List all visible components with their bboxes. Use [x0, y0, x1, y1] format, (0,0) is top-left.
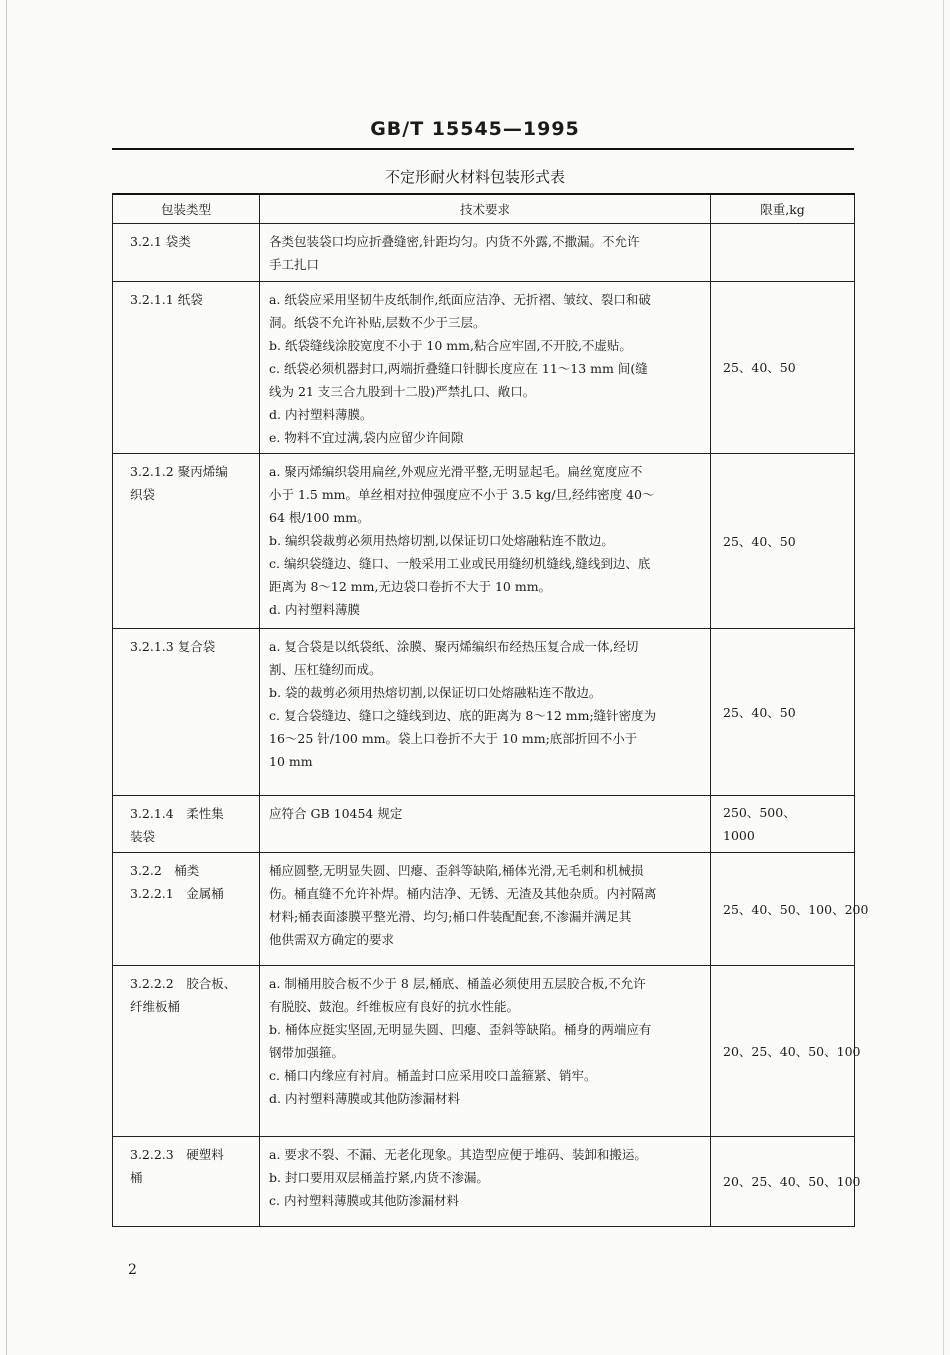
requirements-cell — [260, 629, 711, 796]
page-number: 2 — [128, 1262, 137, 1278]
package-type-cell — [113, 1137, 260, 1227]
requirements-cell — [260, 224, 711, 282]
requirements-cell-line: b. 纸袋缝线涂胶宽度不小于 10 mm,粘合应牢固,不开胶,不虚贴。 — [269, 338, 632, 353]
weight-limit-cell — [711, 853, 869, 966]
package-type-cell-line: 3.2.2 桶类 — [130, 863, 200, 878]
requirements-cell-line: e. 物料不宜过满,袋内应留少许间隙 — [269, 430, 464, 445]
package-type-cell-line: 织袋 — [130, 487, 156, 502]
weight-limit-cell-line: 20、25、40、50、100 — [723, 1043, 861, 1059]
package-type-cell-line: 3.2.2.3 硬塑料 — [130, 1147, 224, 1162]
requirements-cell-line: b. 编织袋裁剪必须用热熔切割,以保证切口处熔融粘连不散边。 — [269, 533, 614, 548]
package-type-cell — [113, 224, 260, 282]
table-title: 不定形耐火材料包装形式表 — [384, 168, 565, 186]
package-type-cell-line: 3.2.1.2 聚丙烯编 — [130, 464, 228, 479]
requirements-cell-line: c. 纸袋必须机器封口,两端折叠缝口针脚长度应在 11～13 mm 间(缝 — [269, 361, 648, 376]
scan-edge-right — [943, 0, 944, 1355]
requirements-cell-line: 材料;桶表面漆膜平整光滑、均匀;桶口件装配配套,不渗漏并满足其 — [269, 909, 632, 924]
requirements-cell-line: 他供需双方确定的要求 — [269, 932, 395, 947]
header-rule — [112, 148, 854, 150]
weight-limit-cell — [711, 224, 855, 282]
weight-limit-cell-line: 25、40、50 — [723, 704, 796, 720]
requirements-cell-line: b. 封口要用双层桶盖拧紧,内货不渗漏。 — [269, 1170, 489, 1185]
requirements-cell — [260, 853, 711, 966]
requirements-cell-line: a. 聚丙烯编织袋用扁丝,外观应光滑平整,无明显起毛。扁丝宽度应不 — [269, 464, 643, 479]
requirements-cell-line: b. 袋的裁剪必须用热熔切割,以保证切口处熔融粘连不散边。 — [269, 685, 602, 700]
package-type-cell — [113, 796, 260, 853]
requirements-cell-line: 割、压杠缝纫而成。 — [269, 662, 382, 677]
requirements-cell-line: 手工扎口 — [269, 257, 320, 272]
requirements-cell-line: d. 内衬塑料薄膜。 — [269, 407, 373, 422]
requirements-cell — [260, 282, 711, 454]
package-type-cell — [113, 966, 260, 1137]
weight-limit-cell — [711, 454, 855, 629]
requirements-cell-line: 10 mm — [269, 754, 313, 769]
requirements-cell-line: 桶应圆整,无明显失圆、凹瘪、歪斜等缺陷,桶体光滑,无毛刺和机械损 — [269, 863, 644, 878]
weight-limit-cell-line: 25、40、50 — [723, 533, 796, 549]
table-row — [113, 796, 855, 853]
table-row — [113, 454, 855, 629]
requirements-cell-line: 距离为 8～12 mm,无边袋口卷折不大于 10 mm。 — [269, 579, 552, 594]
requirements-cell-line: 线为 21 支三合九股到十二股)严禁扎口、敞口。 — [269, 384, 536, 399]
table-row — [113, 966, 855, 1137]
weight-limit-cell-line: 1000 — [723, 828, 755, 843]
package-type-cell-line: 装袋 — [130, 829, 156, 844]
requirements-cell — [260, 966, 711, 1137]
package-type-cell-line: 3.2.2.1 金属桶 — [130, 886, 224, 901]
requirements-cell-line: a. 复合袋是以纸袋纸、涂膜、聚丙烯编织布经热压复合成一体,经切 — [269, 639, 639, 654]
requirements-cell-line: 伤。桶直缝不允许补焊。桶内洁净、无锈、无渣及其他杂质。内衬隔离 — [269, 886, 657, 901]
table-row — [113, 224, 855, 282]
weight-limit-cell-line: 250、500、 — [723, 805, 796, 820]
requirements-cell-line: a. 制桶用胶合板不少于 8 层,桶底、桶盖必须使用五层胶合板,不允许 — [269, 976, 646, 991]
requirements-cell-line: 64 根/100 mm。 — [269, 510, 370, 525]
requirements-cell-line: 小于 1.5 mm。单丝相对拉伸强度应不小于 3.5 kg/旦,经纬密度 40～ — [269, 487, 655, 502]
weight-limit-cell — [711, 796, 855, 853]
requirements-cell — [260, 1137, 711, 1227]
requirements-cell — [260, 454, 711, 629]
requirements-cell-line: 应符合 GB 10454 规定 — [269, 806, 403, 821]
requirements-cell-line: 有脱胶、鼓泡。纤维板应有良好的抗水性能。 — [269, 999, 520, 1014]
requirements-cell-line: d. 内衬塑料薄膜 — [269, 602, 360, 617]
table-row — [113, 282, 855, 454]
weight-limit-cell — [711, 966, 861, 1137]
weight-limit-cell — [711, 1137, 861, 1227]
requirements-cell-line: 16～25 针/100 mm。袋上口卷折不大于 10 mm;底部折回不小于 — [269, 731, 638, 746]
requirements-cell-line: c. 编织袋缝边、缝口、一般采用工业或民用缝纫机缝线,缝线到边、底 — [269, 556, 651, 571]
requirements-cell-line: c. 内衬塑料薄膜或其他防渗漏材料 — [269, 1193, 459, 1208]
package-type-cell — [113, 454, 260, 629]
table-header-row — [113, 194, 855, 224]
requirements-cell — [260, 796, 711, 853]
package-type-cell — [113, 629, 260, 796]
requirements-cell-line: 各类包装袋口均应折叠缝密,针距均匀。内货不外露,不撒漏。不允许 — [269, 234, 640, 249]
table-row — [113, 629, 855, 796]
requirements-cell-line: b. 桶体应挺实坚固,无明显失圆、凹瘪、歪斜等缺陷。桶身的两端应有 — [269, 1022, 652, 1037]
package-type-cell-line: 纤维板桶 — [130, 999, 181, 1014]
requirements-cell-line: c. 桶口内缘应有衬肩。桶盖封口应采用咬口盖箍紧、销牢。 — [269, 1068, 597, 1083]
requirements-cell-line: 洞。纸袋不允许补贴,层数不少于三层。 — [269, 315, 486, 330]
packaging-table — [112, 193, 869, 1227]
package-type-cell — [113, 282, 260, 454]
weight-limit-cell — [711, 629, 855, 796]
table-body — [113, 224, 869, 1227]
scan-edge-left — [6, 0, 7, 1355]
standard-number: GB/T 15545—1995 — [370, 118, 580, 140]
column-header-limit: 限重,kg — [711, 194, 855, 224]
package-type-cell-line: 3.2.1.1 纸袋 — [130, 292, 203, 307]
requirements-cell-line: d. 内衬塑料薄膜或其他防渗漏材料 — [269, 1091, 460, 1106]
weight-limit-cell-line: 20、25、40、50、100 — [723, 1174, 861, 1189]
package-type-cell-line: 桶 — [130, 1170, 143, 1185]
weight-limit-cell — [711, 282, 855, 454]
weight-limit-cell-line: 25、40、50 — [723, 360, 796, 375]
table-row — [113, 853, 855, 966]
package-type-cell-line: 3.2.1.3 复合袋 — [130, 639, 216, 654]
package-type-cell — [113, 853, 260, 966]
column-header-type: 包装类型 — [113, 194, 260, 224]
package-type-cell-line: 3.2.2.2 胶合板、 — [130, 976, 237, 991]
requirements-cell-line: c. 复合袋缝边、缝口之缝线到边、底的距离为 8～12 mm;缝针密度为 — [269, 708, 657, 723]
package-type-cell-line: 3.2.1 袋类 — [130, 234, 191, 249]
requirements-cell-line: 钢带加强箍。 — [269, 1045, 345, 1060]
package-type-cell-line: 3.2.1.4 柔性集 — [130, 806, 224, 821]
requirements-cell-line: a. 要求不裂、不漏、无老化现象。其造型应便于堆码、装卸和搬运。 — [269, 1147, 647, 1162]
requirements-cell-line: a. 纸袋应采用坚韧牛皮纸制作,纸面应洁净、无折褶、皱纹、裂口和破 — [269, 292, 651, 307]
column-header-requirements: 技术要求 — [260, 194, 711, 224]
table-row — [113, 1137, 855, 1227]
weight-limit-cell-line: 25、40、50、100、200 — [723, 901, 869, 917]
